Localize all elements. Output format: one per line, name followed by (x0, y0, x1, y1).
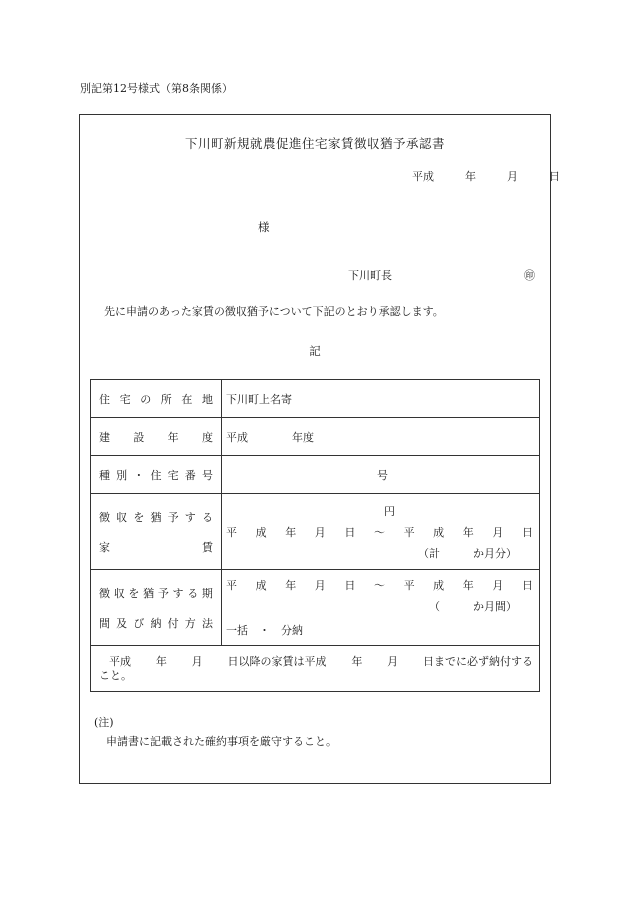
note-text: 申請書に記載された確約事項を厳守すること。 (106, 735, 337, 748)
label-rent: 徴 収 を 猶 予 す る 家 賃 (91, 494, 222, 570)
intro-text: 先に申請のあった家賃の徴収猶予について下記のとおり承認します。 (104, 305, 444, 318)
issue-date (412, 168, 560, 184)
issuer-name: 下川町長 (348, 269, 392, 282)
label-type-number: 種 別 ・ 住 宅 番 号 (91, 456, 222, 494)
rent-yen: 円 (384, 504, 395, 518)
value-period (222, 570, 540, 646)
label-location: 住 宅 の 所 在 地 (91, 380, 222, 418)
table-row-location (91, 380, 540, 418)
table-row-built-year (91, 418, 540, 456)
date-month: 月 (507, 170, 518, 183)
document-title: 下川町新規就農促進住宅家賃徴収猶予承認書 (184, 136, 445, 151)
label-period: 徴 収 を 猶 予 す る 期 間 及 び 納 付 方 法 (91, 570, 222, 646)
table-row-payment-deadline (91, 646, 540, 692)
payment-deadline-text: 平成 年 月 日以降の家賃は平成 年 月 日までに必ず納付する こと。 (91, 646, 540, 692)
detail-table (90, 379, 540, 692)
ki-heading: 記 (309, 344, 321, 358)
period-months: （ か月間） (429, 600, 517, 613)
value-location: 下川町上名寄 (222, 380, 540, 418)
table-row-rent (91, 494, 540, 570)
date-day: 日 (549, 170, 560, 183)
note-heading: (注) (94, 716, 114, 729)
payment-method: 一括 ・ 分納 (226, 624, 303, 637)
table-row-period (91, 570, 540, 646)
label-built-year: 建 設 年 度 (91, 418, 222, 456)
date-era: 平成 (412, 170, 434, 183)
addressee-suffix: 様 (258, 220, 270, 234)
rent-total: （計 か月分） (418, 546, 517, 560)
value-built-year: 平成 年度 (222, 418, 540, 456)
table-row-type-number (91, 456, 540, 494)
rent-range: 平 成 年 月 日 ～ 平 成 年 月 日 (226, 525, 533, 539)
date-year: 年 (465, 170, 476, 183)
period-range: 平 成 年 月 日 ～ 平 成 年 月 日 (226, 579, 533, 592)
seal-mark: ㊞ (524, 269, 535, 282)
value-rent (222, 494, 540, 570)
value-type-number: 号 (222, 456, 540, 494)
form-number-caption: 別記第12号様式（第8条関係） (80, 82, 233, 95)
